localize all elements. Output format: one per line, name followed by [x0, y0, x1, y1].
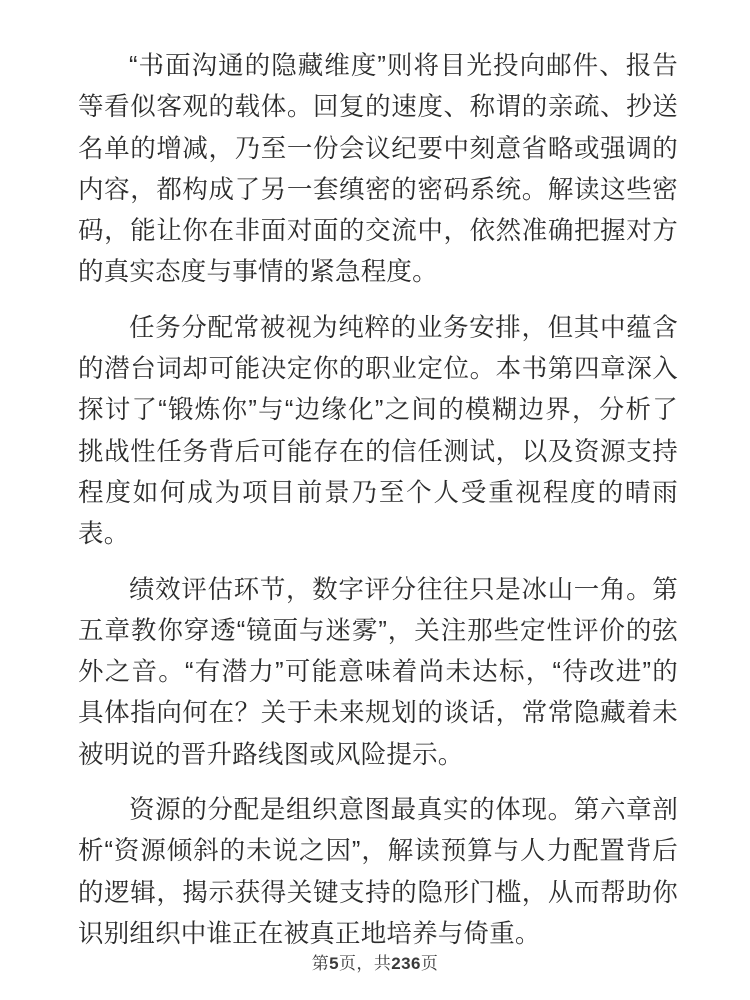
total-page-count: 236 — [391, 954, 421, 973]
footer-middle: 页，共 — [339, 954, 392, 973]
current-page-number: 5 — [329, 954, 340, 973]
page-footer — [0, 949, 750, 974]
paragraph: “书面沟通的隐藏维度”则将目光投向邮件、报告等看似客观的载体。回复的速度、称谓的亲疏、抄送名单的增减，乃至一份会议纪要中刻意省略或强调的内容，都构成了另一套缜密的密码系统。解读这些密码，能让你在非面对面的交流中，依然准确把握对方的真实态度与事情的紧急程度。 — [78, 52, 678, 287]
page-body — [78, 46, 678, 955]
footer-prefix: 第 — [311, 954, 330, 973]
footer-suffix: 页 — [420, 954, 439, 973]
paragraph: 资源的分配是组织意图最真实的体现。第六章剖析“资源倾斜的未说之因”，解读预算与人力配置背后的逻辑，揭示获得关键支持的隐形门槛，从而帮助你识别组织中谁正在被真正地培养与倚重。 — [78, 796, 678, 948]
paragraph: 任务分配常被视为纯粹的业务安排，但其中蕴含的潜台词却可能决定你的职业定位。本书第四章深入探讨了“锻炼你”与“边缘化”之间的模糊边界，分析了挑战性任务背后可能存在的信任测试，以及资源支持程度如何成为项目前景乃至个人受重视程度的晴雨表。 — [78, 313, 678, 549]
paragraph: 绩效评估环节，数字评分往往只是冰山一角。第五章教你穿透“镜面与迷雾”，关注那些定性评价的弦外之音。“有潜力”可能意味着尚未达标，“待改进”的具体指向何在？关于未来规划的谈话，常常隐藏着未被明说的晋升路线图或风险提示。 — [78, 575, 678, 769]
